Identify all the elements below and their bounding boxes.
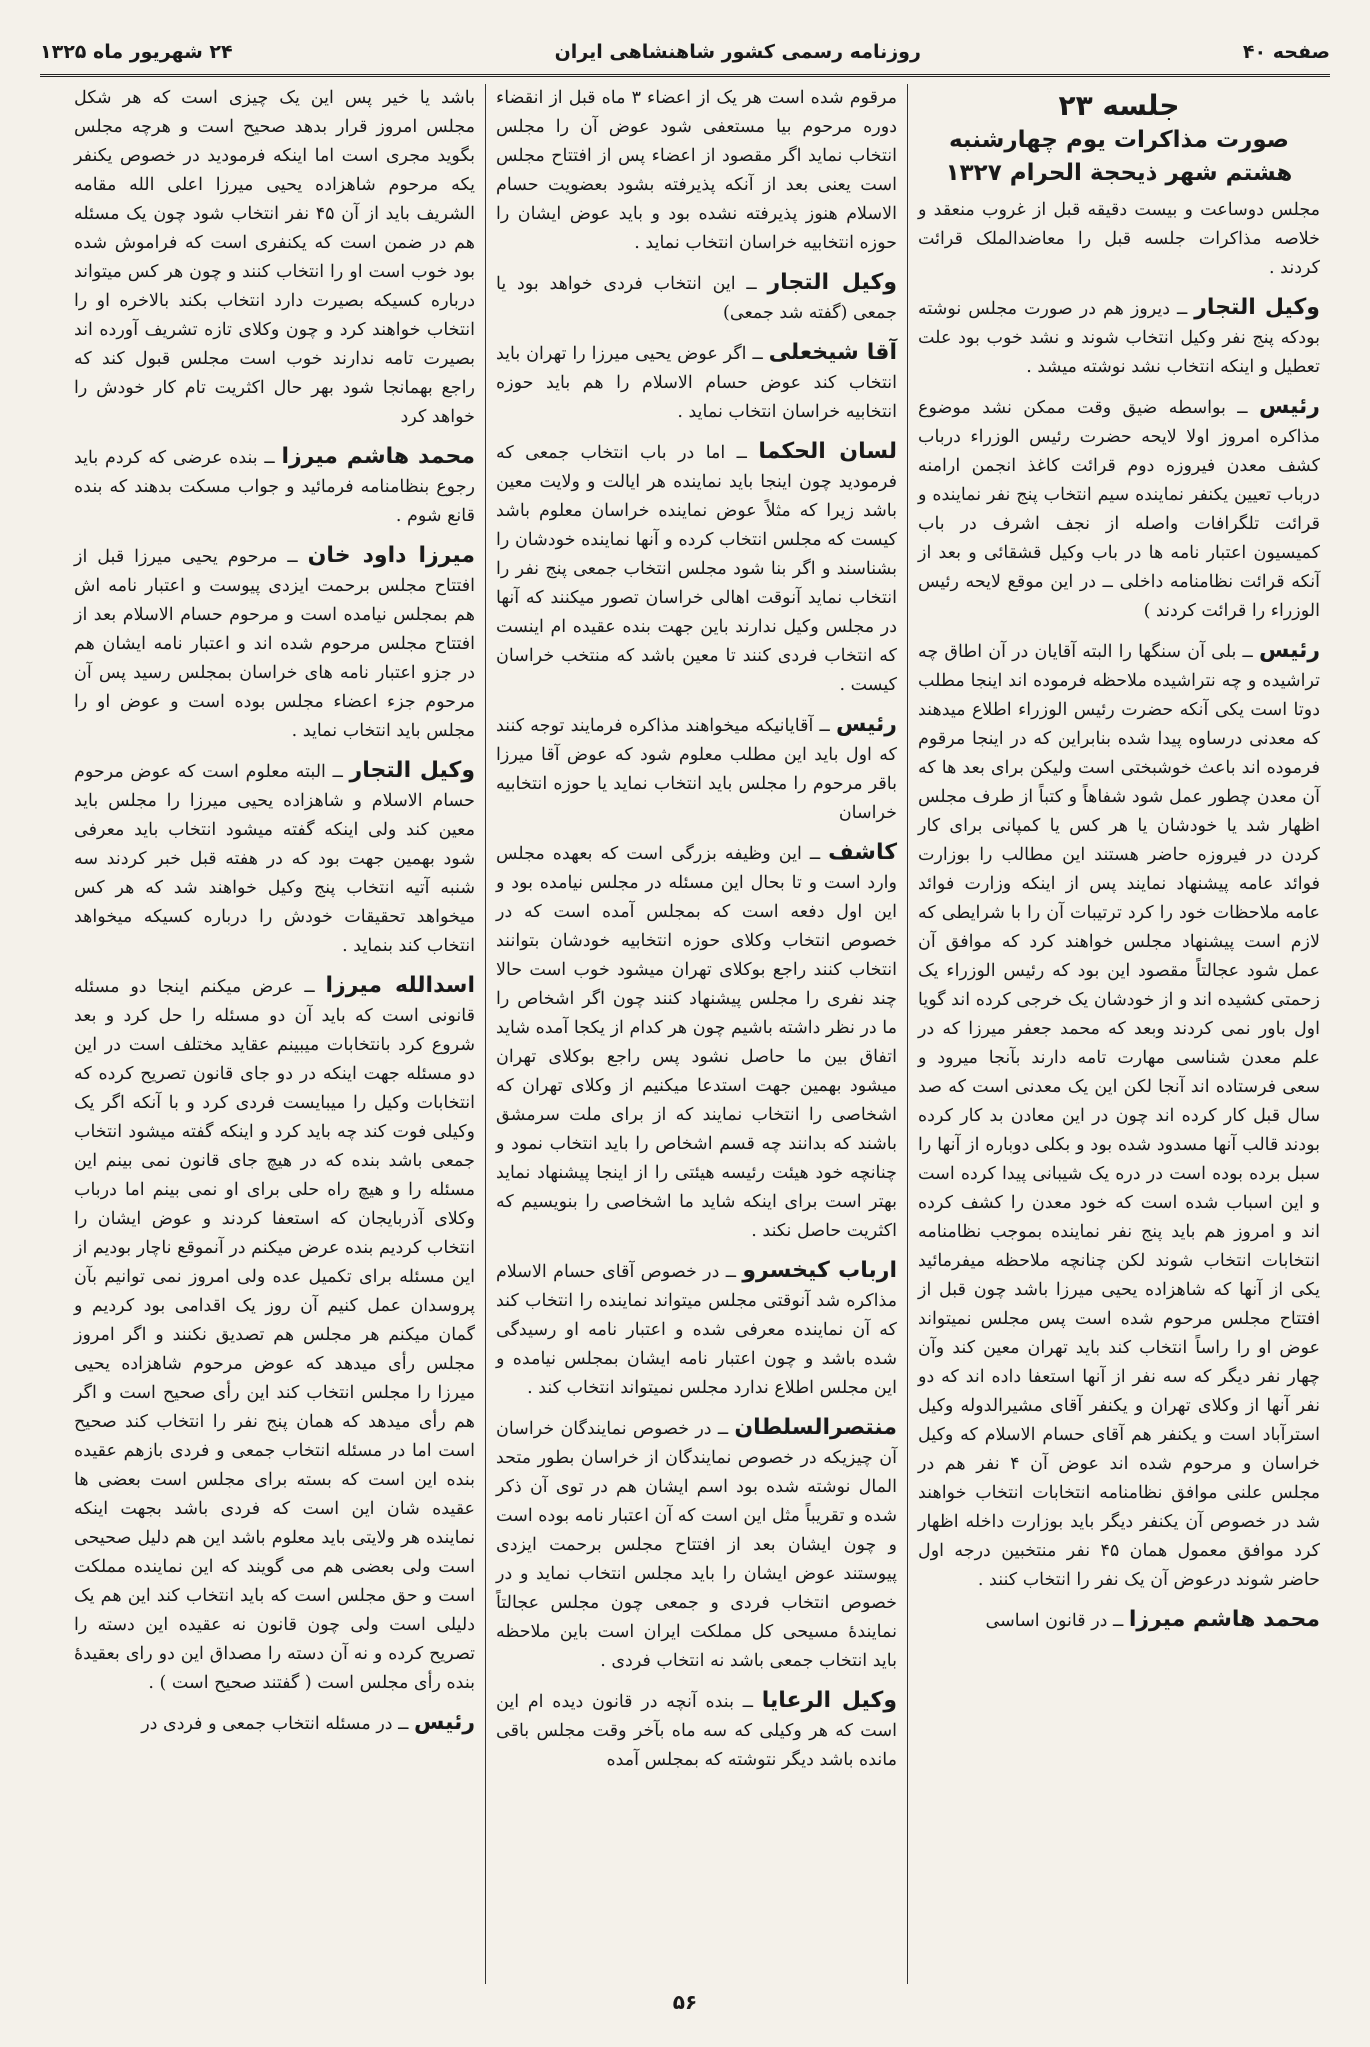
paragraph: [496, 338, 897, 427]
paragraph-text: مجلس دوساعت و بیست دقیقه قبل از غروب منعقد و خلاصه مذاکرات جلسه قبل را معاضدالملک قرائت کردند .: [918, 200, 1320, 278]
paragraph: [74, 1708, 475, 1739]
paragraph: [74, 756, 475, 961]
paragraph-text: ــ البته معلوم است که عوض مرحوم حسام الاسلام و شاهزاده یحیی میرزا را مجلس باید معین کند ولی اینکه گفته میشود انتخاب باید معرفی شود بهمین جهت بود که در هفته قبل خبر کردند سه شنبه آتیه انتخاب پنج وکیل خواهند شد که هر کس میخواهد تحقیقات خودش را درباره کسیکه میخواهد انتخاب کند بنماید .: [74, 762, 475, 956]
paragraph: [918, 1605, 1320, 1636]
paragraph-text: ــ دیروز هم در صورت مجلس نوشته بودکه پنج نفر وکیل انتخاب شوند و نشد خوب بود علت تعطیل و اینکه انتخاب نشد نوشته میشد .: [918, 299, 1320, 377]
newspaper-name: روزنامه رسمی کشور شاهنشاهی ایران: [554, 41, 921, 63]
speaker-name: ارباب کیخسرو: [742, 1258, 898, 1283]
paragraph-text: ــ در قانون اساسی: [985, 1611, 1124, 1631]
speaker-name: وکیل التجار: [349, 758, 475, 783]
paragraph: [496, 838, 897, 1246]
column-left-body: [74, 84, 475, 1739]
speaker-name: لسان الحکما: [758, 439, 897, 464]
columns: [40, 84, 1330, 1984]
paragraph: [918, 293, 1320, 382]
paragraph: [496, 437, 897, 700]
paragraph-text: ــ بلی آن سنگها را البته آقایان در آن اطاق چه تراشیده و چه نتراشیده ملاحظه فرموده اند اینجا مطلب دوتا است یکی آنکه حضرت رئیس الوزراء اطلاع میدهند که معدنی درساوه پیدا شده بنابراین که در اینجا مرقوم فرموده اند باعث خوشبختی است ولیکن برای بعد ها که آن معدن چطور عمل شود شفاهاً و کتباً از طرف مجلس اظهار شد یا خودشان یا هر کس یا کمپانی برای کار کردن در فیروزه حاضر هستند این مطالب را بوزارت فوائد عامه پیشنهاد نمایند پس از اینکه وزارت فوائد عامه ملاحظات خود را کرد ترتیبات آن را با شرایطی که لازم است پیشنهاد مجلس خواهند کرد که موافق آن عمل شود عجالتاً مقصود این بود که رئیس الوزراء یک زحمتی کشیده اند و از خودشان یک خرجی کرده اند گویا اول باور نمی کردند وبعد که محمد جعفر میرزا که در علم معدن شناسی مهارت تامه دارند بآنجا میرود و سعی فرستاده اند آنجا لکن این یک معدنی است که صد سال قبل کار کرده اند چون در این معادن بد کار کرده بودند قالب آنها مسدود شده بود و بکلی دوباره از آنها را سبل برده بوده است در دره یک شیبانی پیدا کرده است و این اسباب شده است که خود معدن را کشف کرده اند و امروز هم باید پنج نفر نماینده بموجب نظامنامه انتخابات انتخاب شوند لکن چنانچه ملاحظه میفرمائید یکی از آنها که شاهزاده یحیی میرزا باشد چون قبل از افتتاح مجلس مرحوم شده است پس مجلس نمیتواند عوض او را راساً انتخاب کند باید تهران معین کند وآن چهار نفر دیگر که سه نفر از آنها استعفا داده اند که دو نفر آنها از وکلای تهران و یکنفر آقای مشیرالدوله وکیل استرآباد است و یکنفر هم آقای حسام الاسلام که وکیل خراسان و مرحوم شده اند عوض آن ۴ نفر هم در مجلس علنی موافق نظامنامه انتخابات انتخاب خواهند شد در خصوص آن یکنفر دیگر باید بوزارت داخله اظهار کرد موافق معمول همان ۴۵ نفر منتخبین درجه اول حاضر شوند درعوض آن یک نفر را انتخاب کنند .: [918, 642, 1321, 1590]
paragraph-text: ــ اگر عوض یحیی میرزا را تهران باید انتخاب کند عوض حسام الاسلام را هم باید حوزه انتخابیه خراسان انتخاب نماید .: [496, 344, 897, 422]
session-number: جلسه ۲۳: [1058, 89, 1180, 122]
paragraph-text: ــ مرحوم یحیی میرزا قبل از افتتاح مجلس برحمت ایزدی پیوست و اعتبار نامه اش هم بمجلس نیامده است و مرحوم حسام الاسلام بعد از افتتاح مجلس مرحوم شده اند و اعتبار نامه ایشان هم در جزو اعتبار نامه های خراسان بمجلس رسید پس آن مرحوم جزء اعضاء مجلس بوده است و عوض او را مجلس باید انتخاب نماید .: [74, 547, 475, 741]
session-date: هشتم شهر ذیحجة الحرام ۱۳۲۷: [945, 160, 1293, 186]
paragraph: [496, 1413, 897, 1676]
newspaper-page: [40, 30, 1330, 2020]
page-folio: ۵۶: [672, 1990, 698, 2014]
paragraph: [496, 1686, 897, 1775]
column-right-body: [918, 196, 1320, 1636]
paragraph-text: باشد یا خیر پس این یک چیزی است که هر شکل مجلس امروز قرار بدهد صحیح است و هرچه مجلس بگوید مجری است اما اینکه فرمودید در خصوص یکنفر یکه مرحوم شاهزاده یحیی میرزا اعلی الله مقامه الشریف باید از آن ۴۵ نفر انتخاب شود چون یک مسئله هم در ضمن است که یکنفری است که فراموش شده بود خوب است او را انتخاب کنند و چون هر کس میتواند درباره کسیکه بصیرت دارد انتخاب بکند بالاخره او را انتخاب خواهند کرد و چون وکلای تازه تشریف آورده اند بصیرت تامه ندارند خوب است مجلس قبول کند که راجع بهمانجا شود بهر حال اکثریت تام کار خودش را خواهد کرد: [74, 88, 476, 427]
paragraph: [496, 1256, 897, 1403]
paragraph-text: مرقوم شده است هر یک از اعضاء ۳ ماه قبل از انقضاء دوره مرحوم بیا مستعفی شود عوض آن را مجلس انتخاب نماید اگر مقصود از اعضاء پس از افتتاح مجلس است یعنی بعد از آنکه پذیرفته بشود بعضویت حسام الاسلام هنوز پذیرفته نشده بود و باید عوض ایشان را حوزه انتخابیه خراسان انتخاب نماید .: [496, 88, 897, 253]
paragraph-text: ــ در خصوص آقای حسام الاسلام مذاکره شد آنوقتی مجلس میتواند نماینده را انتخاب کند که آن نماینده معرفی شده و اعتبار نامه او رسیدگی شده باشد و چون اعتبار نامه ایشان بمجلس نیامده و این مجلس اطلاع ندارد مجلس نمیتواند انتخاب کند .: [496, 1262, 897, 1398]
speaker-name: وکیل الرعایا: [761, 1688, 897, 1713]
speaker-name: وکیل التجار: [1194, 295, 1320, 320]
column-middle-body: [496, 84, 897, 1775]
paragraph-text: ــ بنده عرضی که کردم باید رجوع بنظامنامه فرمائید و جواب مسکت بدهند که بنده قانع شوم .: [74, 448, 475, 526]
paragraph: [918, 196, 1320, 283]
speaker-name: محمد هاشم میرزا: [281, 444, 475, 469]
speaker-name: کاشف: [828, 840, 897, 865]
paragraph: [74, 442, 475, 531]
paragraph-text: ــ عرض میکنم اینجا دو مسئله قانونی است که باید آن دو مسئله را حل کرد و بعد شروع کرد بانتخابات میبینم عقاید مختلف است در این دو مسئله جهت اینکه در دو جای قانون تصریح کرده که انتخابات وکیل را میبایست فردی کرد و با آنکه اگر یک وکیلی فوت کند چه باید کرد و اینکه گفته میشود انتخاب جمعی باشد بنده که در هیچ جای قانون نمی بینم این مسئله را و هیچ راه حلی برای او نمی بینم اما درباب وکلای آذربایجان که استعفا کردند و عوض ایشان را انتخاب کردیم بنده عرض میکنم در آنموقع ناچار بودیم از این مسئله برای تکمیل عده ولی امروز نمی توانیم بآن پروسدان عمل کنیم آن روز یک اقدامی بود کردیم و گمان میکنم هر مجلس هم تصدیق نکنند و اگر امروز مجلس رأی میدهد که عوض مرحوم شاهزاده یحیی میرزا را مجلس انتخاب کند این رأی صحیح است و اگر هم رأی میدهد که همان پنج نفر را انتخاب کند صحیح است اما در مسئله انتخاب جمعی و فردی بازهم عقیده بنده این است که بسته برای مجلس است بعضی ها عقیده شان این است که فردی باشد بجهت اینکه نماینده هر ولایتی باید معلوم باشد این هم دلیل صحیحی است ولی بعضی هم می گویند که این نماینده مملکت است و حق مجلس است که باید انتخاب کند این هم یک دلیلی است ولی چون قانون نه عقیده این دسته را تصریح کرده و نه آن دسته را مصداق این دو رای بعقیدهٔ بنده رأی مجلس است ( گفتند صحیح است ) .: [74, 977, 475, 1693]
paragraph-text: ــ بواسطه ضیق وقت ممکن نشد موضوع مذاکره امروز اولا لایحه حضرت رئیس الوزراء درباب کشف معدن فیروزه دوم قرائت کاغذ انجمن ارامنه درباب تعیین یکنفر نماینده سیم انتخاب پنج نفر نماینده و قرائت تلگرافات واصله از نجف اشرف در باب کمیسیون اعتبار نامه ها در باب وکیل قشقائی و بعد از آنکه قرائت نظامنامه داخلی ــ در این موقع لایحه رئیس الوزراء را قرائت کردند ): [918, 398, 1320, 621]
session-title: [918, 88, 1320, 190]
paragraph-text: ــ اما در باب انتخاب جمعی که فرمودید چون اینجا باید نماینده هر ایالت و ولایت معین باشد زیرا که مثلاً عوض نماینده خراسان معلوم باشد کیست که مجلس انتخاب کرده و آنها نماینده خودشان را بشناسند و اگر بنا شود مجلس انتخاب جمعی پنج نفر را انتخاب نماید آنوقت اهالی خراسان تصور میکنند که آنها در مجلس وکیل ندارند باین جهت بنده عقیده ام اینست که انتخاب فردی کنند تا معین باشد که منتخب خراسان کیست .: [496, 443, 897, 695]
column-left: [64, 84, 486, 1984]
speaker-name: آقا شیخعلی: [768, 340, 897, 365]
speaker-name: محمد هاشم میرزا: [1128, 1607, 1320, 1632]
paragraph: [74, 541, 475, 746]
speaker-name: رئیس: [1258, 394, 1320, 419]
paragraph-text: ــ بنده آنچه در قانون دیده ام این است که هر وکیلی که سه ماه بآخر وقت مجلس باقی مانده باشد دیگر نتوشته که بمجلس آمده: [496, 1692, 897, 1770]
paragraph-text: ــ آقایانیکه میخواهند مذاکره فرمایند توجه کنند که اول باید این مطلب معلوم شود که عوض آقا میرزا باقر مرحوم را مجلس باید انتخاب نماید یا حوزه انتخابیه خراسان: [496, 716, 897, 823]
page-header: [40, 30, 1330, 77]
page-label: صفحه ۴۰: [1242, 41, 1330, 63]
paragraph: [496, 710, 897, 828]
paragraph-text: ــ این وظیفه بزرگی است که بعهده مجلس وارد است و تا بحال این مسئله در مجلس نیامده بود و این اول دفعه است که بمجلس آمده است که در خصوص انتخاب وکلای حوزه انتخابیه خودشان بتوانند انتخاب کنند راجع بوکلای تهران میشود خوب است حالا چند نفری را مجلس پیشنهاد کنند چون اگر اشخاص را ما در نظر داشته باشیم چون هر کدام از یکجا آمده شاید اتفاق بین ما حاصل نشود پس راجع بوکلای تهران میشود بهمین جهت استدعا میکنیم از وکلای تهران که اشخاصی را انتخاب نمایند که از برای ملت سرمشق باشند که بدانند چه قسم اشخاص را باید انتخاب نمود و چنانچه خود هیئت رئیسه هیئتی را از اینجا پیشنهاد نماید بهتر است برای اینکه شاید ما اشخاصی را بنویسیم که اکثریت حاصل نکند .: [496, 844, 897, 1241]
paragraph: [74, 84, 475, 432]
column-right: [908, 84, 1330, 1984]
paragraph: [496, 84, 897, 258]
speaker-name: منتصرالسلطان: [734, 1415, 897, 1440]
column-middle: [486, 84, 908, 1984]
speaker-name: میرزا داود خان: [307, 543, 475, 568]
speaker-name: رئیس: [413, 1710, 475, 1735]
paragraph: [496, 268, 897, 328]
paragraph-text: ــ در خصوص نمایندگان خراسان آن چیزیکه در خصوص نمایندگان از خراسان بطور متحد المال نوشته شده بود اسم ایشان هم در توی آن ذکر شده و تقریباً مثل این است که آن اعتبار نامه بوده است و چون ایشان بعد از افتتاح مجلس برحمت ایزدی پیوستند عوض ایشان را باید مجلس انتخاب نماید و در خصوص انتخاب فردی و جمعی چون مجلس عجالتاً نمایندهٔ مسیحی کل مملکت ایران است باین ملاحظه باید انتخاب جمعی باشد نه انتخاب فردی .: [496, 1419, 897, 1671]
paragraph-text: ــ در مسئله انتخاب جمعی و فردی در: [141, 1714, 409, 1734]
speaker-name: رئیس: [835, 712, 897, 737]
speaker-name: وکیل التجار: [767, 270, 897, 295]
paragraph: [918, 636, 1320, 1595]
paragraph-text: ــ این انتخاب فردی خواهد بود یا جمعی (گفته شد جمعی): [496, 274, 897, 323]
paragraph: [74, 971, 475, 1698]
issue-date: ۲۴ شهریور ماه ۱۳۲۵: [40, 41, 233, 63]
paragraph: [918, 392, 1320, 626]
speaker-name: رئیس: [1258, 638, 1320, 663]
speaker-name: اسدالله میرزا: [325, 973, 475, 998]
session-heading: صورت مذاکرات یوم چهارشنبه: [948, 127, 1289, 153]
